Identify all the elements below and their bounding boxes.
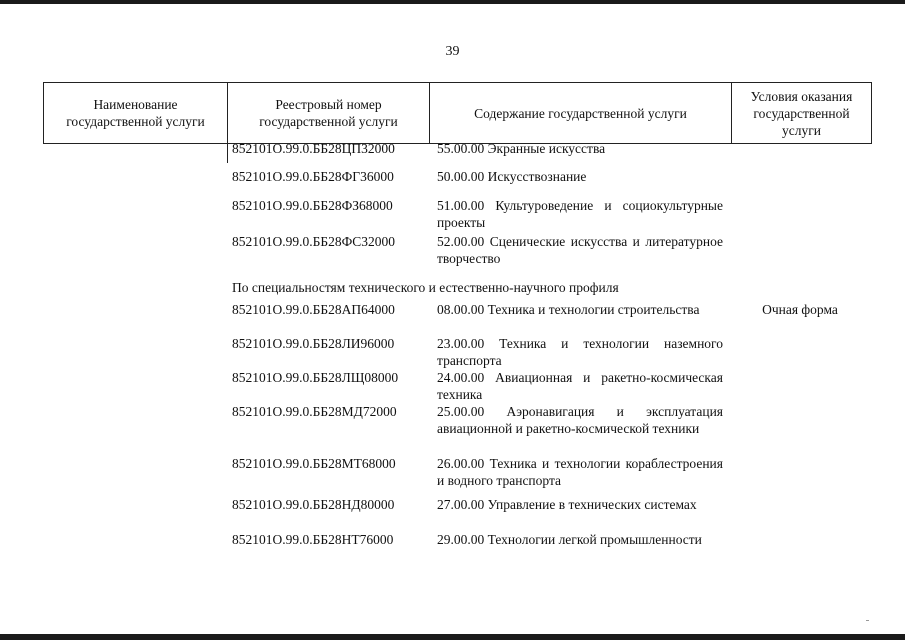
condition-value: Очная форма	[762, 302, 838, 317]
registry-code: 852101О.99.0.ББ28ЛЩ08000	[232, 370, 399, 385]
service-content: 27.00.00 Управление в технических системах	[437, 497, 697, 512]
registry-code: 852101О.99.0.ББ28ЛИ96000	[232, 336, 395, 351]
column-divider	[227, 142, 228, 163]
table-header	[43, 82, 872, 144]
section-title: По специальностям технического и естественно-научного профиля	[232, 280, 619, 295]
bottom-border	[0, 634, 905, 640]
registry-code: 852101О.99.0.ББ28НД80000	[232, 497, 395, 512]
service-content: 52.00.00 Сценические искусства и литературное творчество	[437, 234, 723, 266]
registry-code: 852101О.99.0.ББ28ФГ36000	[232, 169, 394, 184]
header-service-content: Содержание государственной услуги	[429, 83, 731, 143]
service-content: 24.00.00 Авиационная и ракетно-космическая техника	[437, 370, 723, 402]
service-content: 23.00.00 Техника и технологии наземного транспорта	[437, 336, 723, 368]
service-content: 50.00.00 Искусствознание	[437, 169, 587, 184]
page-number: 39	[445, 44, 460, 59]
service-content: 29.00.00 Технологии легкой промышленности	[437, 532, 702, 547]
registry-code: 852101О.99.0.ББ28МД72000	[232, 404, 397, 419]
registry-code: 852101О.99.0.ББ28ЦП32000	[232, 141, 395, 156]
header-conditions: Условия оказания государственной услуги	[731, 83, 872, 143]
header-registry-number: Реестровый номер государственной услуги	[227, 83, 429, 143]
registry-code: 852101О.99.0.ББ28НТ76000	[232, 532, 394, 547]
service-content: 55.00.00 Экранные искусства	[437, 141, 606, 156]
top-border	[0, 0, 905, 4]
service-content: 26.00.00 Техника и технологии кораблестроения и водного транспорта	[437, 456, 723, 488]
registry-code: 852101О.99.0.ББ28МТ68000	[232, 456, 396, 471]
registry-code: 852101О.99.0.ББ28АП64000	[232, 302, 395, 317]
registry-code: 852101О.99.0.ББ28ФЗ68000	[232, 198, 393, 213]
service-content: 51.00.00 Культуроведение и социокультурные проекты	[437, 198, 723, 230]
registry-code: 852101О.99.0.ББ28ФС32000	[232, 234, 396, 249]
service-content: 08.00.00 Техника и технологии строительства	[437, 302, 700, 317]
service-content: 25.00.00 Аэронавигация и эксплуатация авиационной и ракетно-космической техники	[437, 404, 723, 436]
header-service-name: Наименование государственной услуги	[43, 83, 227, 143]
scan-speck	[866, 620, 869, 621]
